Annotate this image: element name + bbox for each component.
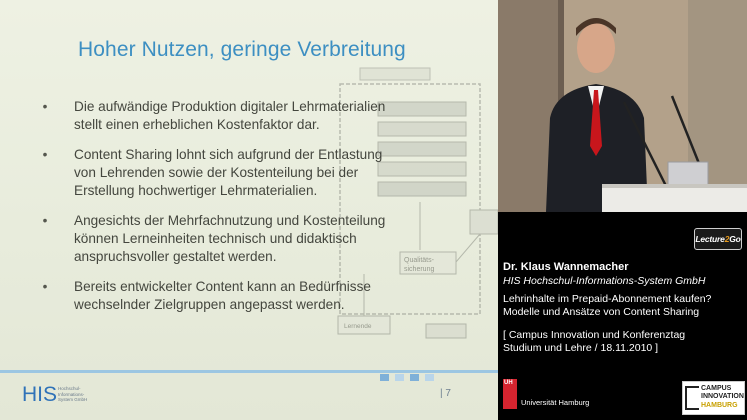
- bullet-glyph: •: [42, 213, 48, 228]
- bullet-item: [40, 146, 460, 200]
- lecture-info-panel: [498, 212, 747, 420]
- bullet-glyph: •: [42, 99, 48, 114]
- his-sub-line: System GmbH: [58, 397, 88, 402]
- bullet-text-line: wechselnder Zielgruppen angepasst werden.: [74, 297, 345, 312]
- uhh-name: Universität Hamburg: [521, 398, 590, 407]
- presenter-video-frame: [498, 0, 747, 212]
- event-line: Studium und Lehre / 18.11.2010 ]: [503, 342, 659, 354]
- bullet-text-line: anspruchsvoller gestaltet werden.: [74, 249, 277, 264]
- diagram-label-quality: Qualitäts-: [404, 257, 434, 264]
- bullet-text-line: von Lehrenden sowie der Kostenteilung bei der: [74, 165, 359, 180]
- bullet-item: [40, 98, 460, 134]
- diagram-label-quality2: sicherung: [404, 266, 435, 273]
- uni-hamburg-logo: [503, 379, 613, 413]
- speaker-organization: HIS Hochschul-Informations-System GmbH: [503, 275, 706, 287]
- event-line: [ Campus Innovation und Konferenztag: [503, 329, 686, 341]
- uhh-mark-text: UH: [504, 380, 513, 386]
- deco-square: [380, 374, 389, 381]
- bullet-text-line: Bereits entwickelter Content kann an Bedürfnisse: [74, 279, 371, 294]
- l2g-text-part: 2: [724, 234, 730, 244]
- slide-title: Hoher Nutzen, geringe Verbreitung: [78, 38, 406, 61]
- cih-line: HAMBURG: [701, 402, 738, 409]
- presenter-video: [498, 0, 747, 212]
- his-logo-subtitle: [58, 386, 98, 403]
- bullet-text-line: Content Sharing lohnt sich aufgrund der Entlastung: [74, 147, 383, 162]
- bullet-text-line: stellt einen erheblichen Kostenfaktor dar.: [74, 117, 320, 132]
- talk-title-line: Lehrinhalte im Prepaid-Abonnement kaufen?: [503, 293, 712, 305]
- uhh-red-mark: [503, 379, 517, 409]
- his-logo: HIS: [22, 383, 58, 406]
- his-sub-line: Informations-: [58, 391, 85, 397]
- bullet-glyph: •: [42, 279, 48, 294]
- bullet-text-line: können Lerneinheiten technisch und didaktisch: [74, 231, 357, 246]
- campus-innovation-logo: [682, 381, 745, 415]
- speaker-name: Dr. Klaus Wannemacher: [503, 261, 629, 273]
- lecture2go-logo: [694, 228, 742, 250]
- cih-bracket-icon: [685, 386, 699, 410]
- deco-square: [395, 374, 404, 381]
- bullet-text-line: Die aufwändige Produktion digitaler Lehrmaterialien: [74, 99, 386, 114]
- bullet-list: [40, 98, 460, 326]
- his-sub-line: Hochschul-: [58, 386, 81, 391]
- deco-square: [425, 374, 434, 381]
- talk-title: [503, 293, 747, 319]
- bullet-text-line: Erstellung hochwertiger Lehrmaterialien.: [74, 183, 318, 198]
- bullet-item: [40, 212, 460, 266]
- talk-title-line: Modelle und Ansätze von Content Sharing: [503, 306, 700, 318]
- deco-square: [410, 374, 419, 381]
- diagram-label-learner: Lernende: [344, 323, 372, 330]
- slide-footer-bar: [0, 370, 498, 373]
- cih-line: CAMPUS: [701, 385, 732, 392]
- footer-decoration-squares: [380, 374, 434, 381]
- bullet-glyph: •: [42, 147, 48, 162]
- slide-page-number: | 7: [440, 388, 451, 399]
- l2g-text-part: Lecture: [695, 234, 725, 244]
- cih-line: INNOVATION: [701, 393, 744, 400]
- bullet-text-line: Angesichts der Mehrfachnutzung und Kostenteilung: [74, 213, 386, 228]
- event-info: [503, 329, 747, 355]
- bullet-item: [40, 278, 460, 314]
- l2g-text-part: Go: [729, 234, 741, 244]
